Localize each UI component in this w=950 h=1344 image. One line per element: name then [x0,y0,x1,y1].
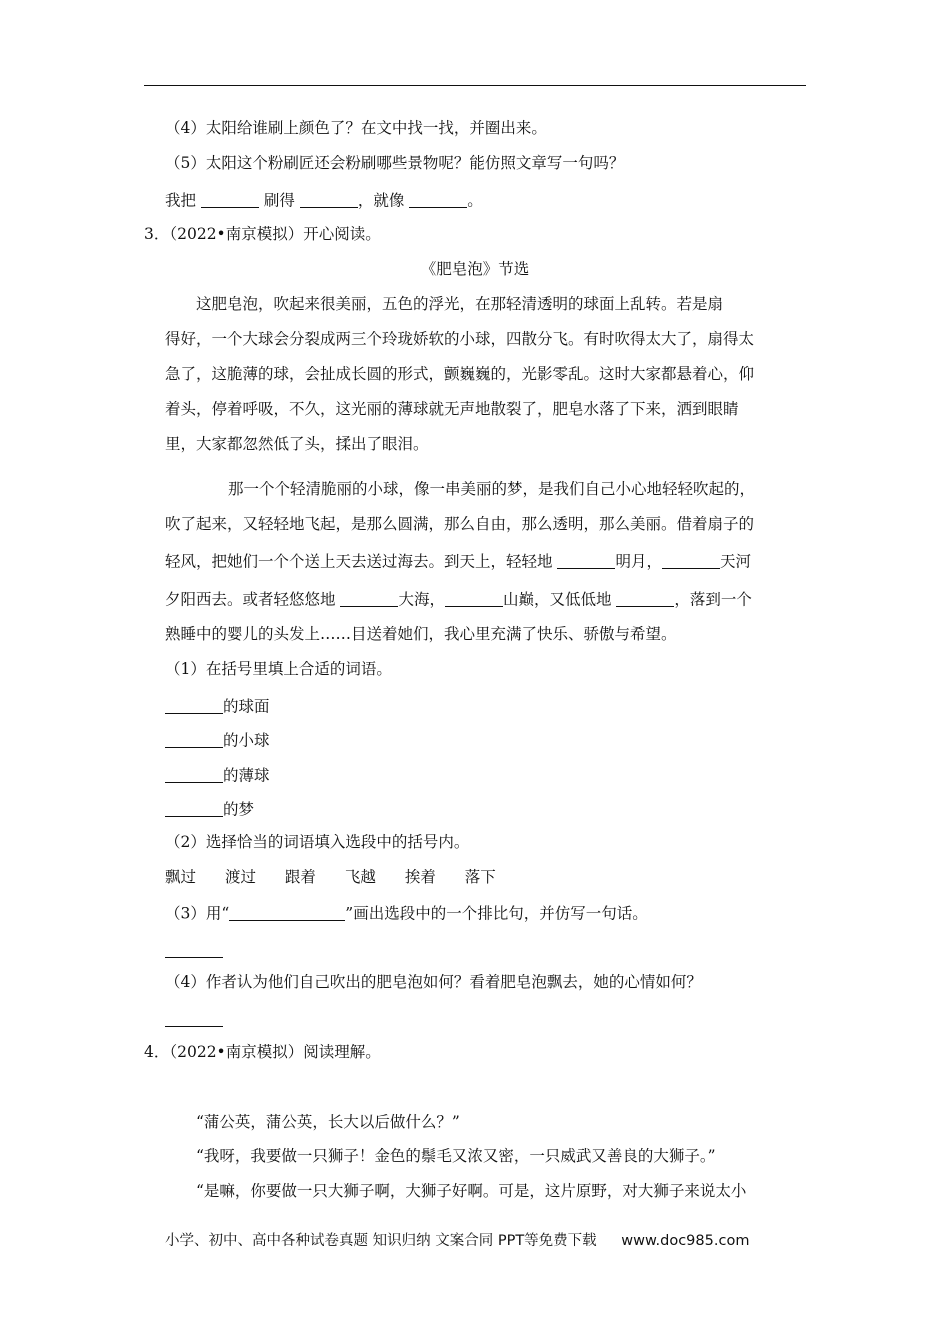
passage-line: 那一个个轻清脆丽的小球，像一串美丽的梦，是我们自己小心地轻轻吹起的， [228,480,756,498]
q3-sub3-text: （3）用“ [165,904,230,923]
passage-title: 《肥皂泡》节选 [420,260,530,278]
q3-sub3 [165,904,648,922]
answer-blank[interactable] [201,191,259,208]
word-option: 挨着 [404,868,436,886]
word-option: 渡过 [224,868,256,886]
answer-blank[interactable] [165,800,223,817]
word-option: 飞越 [344,868,376,886]
fill-item-text: 的薄球 [223,766,270,785]
q2-sub4: （4）太阳给谁刷上颜色了？在文中找一找，并圈出来。 [165,119,547,137]
passage-text: 山巅，又低低地 [502,590,612,609]
footer-text: 小学、初中、高中各种试卷真题 知识归纳 文案合同 PPT等免费下载 [165,1233,597,1249]
underline-sample [229,904,345,921]
answer-blank[interactable] [340,590,398,607]
passage-line: 吹了起来，又轻轻地飞起，是那么圆满，那么自由，那么透明，那么美丽。借着扇子的 [165,515,755,533]
q4-passage-line: “蒲公英，蒲公英，长大以后做什么？” [196,1113,460,1131]
q3-sub2: （2）选择恰当的词语填入选段中的括号内。 [165,833,470,851]
q2-fill-text: 刷得 [263,191,295,210]
fill-item [165,800,254,818]
answer-blank[interactable] [165,941,223,958]
passage-text: 大海， [398,590,445,609]
answer-blank[interactable] [165,731,223,748]
passage-text: 夕阳西去。或者轻悠悠地 [165,590,336,609]
q4-passage-line: “是嘛，你要做一只大狮子啊，大狮子好啊。可是，这片原野，对大狮子来说太小 [196,1182,747,1200]
q2-sub5: （5）太阳这个粉刷匠还会粉刷哪些景物呢？能仿照文章写一句吗？ [165,154,625,172]
word-option: 飘过 [165,868,197,886]
answer-blank[interactable] [557,552,615,569]
passage-text: ，落到一个 [674,590,752,609]
passage-text: 天河 [719,552,751,571]
passage-line: 急了，这脆薄的球，会扯成长圆的形式，颤巍巍的，光影零乱。这时大家都悬着心，仰 [165,365,755,383]
fill-item-text: 的梦 [223,800,255,819]
answer-blank[interactable] [616,590,674,607]
q3-header: 3．（2022•南京模拟）开心阅读。 [144,225,381,243]
answer-blank[interactable] [165,697,223,714]
passage-line: 这肥皂泡，吹起来很美丽，五色的浮光，在那轻清透明的球面上乱转。若是扇 [196,295,724,313]
q2-fill-text: 我把 [165,191,197,210]
passage-line [165,590,752,608]
fill-item [165,697,270,715]
word-option: 落下 [464,868,496,886]
page-footer [165,1229,749,1250]
passage-line: 熟睡中的婴儿的头发上……目送着她们，我心里充满了快乐、骄傲与希望。 [165,625,677,643]
q2-fill-line [165,191,483,209]
answer-blank[interactable] [662,552,720,569]
fill-item-text: 的球面 [223,697,270,716]
q2-fill-text: ，就像 [357,191,405,210]
passage-line: 得好，一个大球会分裂成两三个玲珑娇软的小球，四散分飞。有时吹得太大了，扇得太 [165,330,755,348]
q3-sub3-text: ”画出选段中的一个排比句，并仿写一句话。 [345,904,648,923]
header-rule [144,85,806,86]
passage-text: 明月， [615,552,662,571]
answer-blank[interactable] [165,766,223,783]
answer-blank[interactable] [409,191,467,208]
passage-line [165,552,751,570]
q3-sub1: （1）在括号里填上合适的词语。 [165,660,392,678]
footer-link[interactable]: www.doc985.com [621,1233,750,1249]
passage-text: 轻风，把她们一个个送上天去送过海去。到天上，轻轻地 [165,552,553,571]
word-bank [165,870,496,886]
fill-item [165,766,270,784]
q2-fill-text: 。 [467,191,483,210]
fill-item-text: 的小球 [223,731,270,750]
q4-header: 4．（2022•南京模拟）阅读理解。 [144,1043,381,1061]
q3-sub4: （4）作者认为他们自己吹出的肥皂泡如何？看着肥皂泡飘去，她的心情如何？ [165,973,702,991]
answer-blank[interactable] [165,1010,223,1027]
answer-line[interactable] [165,1010,223,1028]
passage-line: 里，大家都忽然低了头，揉出了眼泪。 [165,435,429,453]
answer-line[interactable] [165,941,223,959]
passage-line: 着头，停着呼吸，不久，这光丽的薄球就无声地散裂了，肥皂水落了下来，洒到眼睛 [165,400,739,418]
answer-blank[interactable] [445,590,503,607]
word-option: 跟着 [284,868,316,886]
answer-blank[interactable] [300,191,358,208]
fill-item [165,731,270,749]
q4-passage-line: “我呀，我要做一只狮子！金色的鬃毛又浓又密，一只威武又善良的大狮子。” [196,1147,716,1165]
